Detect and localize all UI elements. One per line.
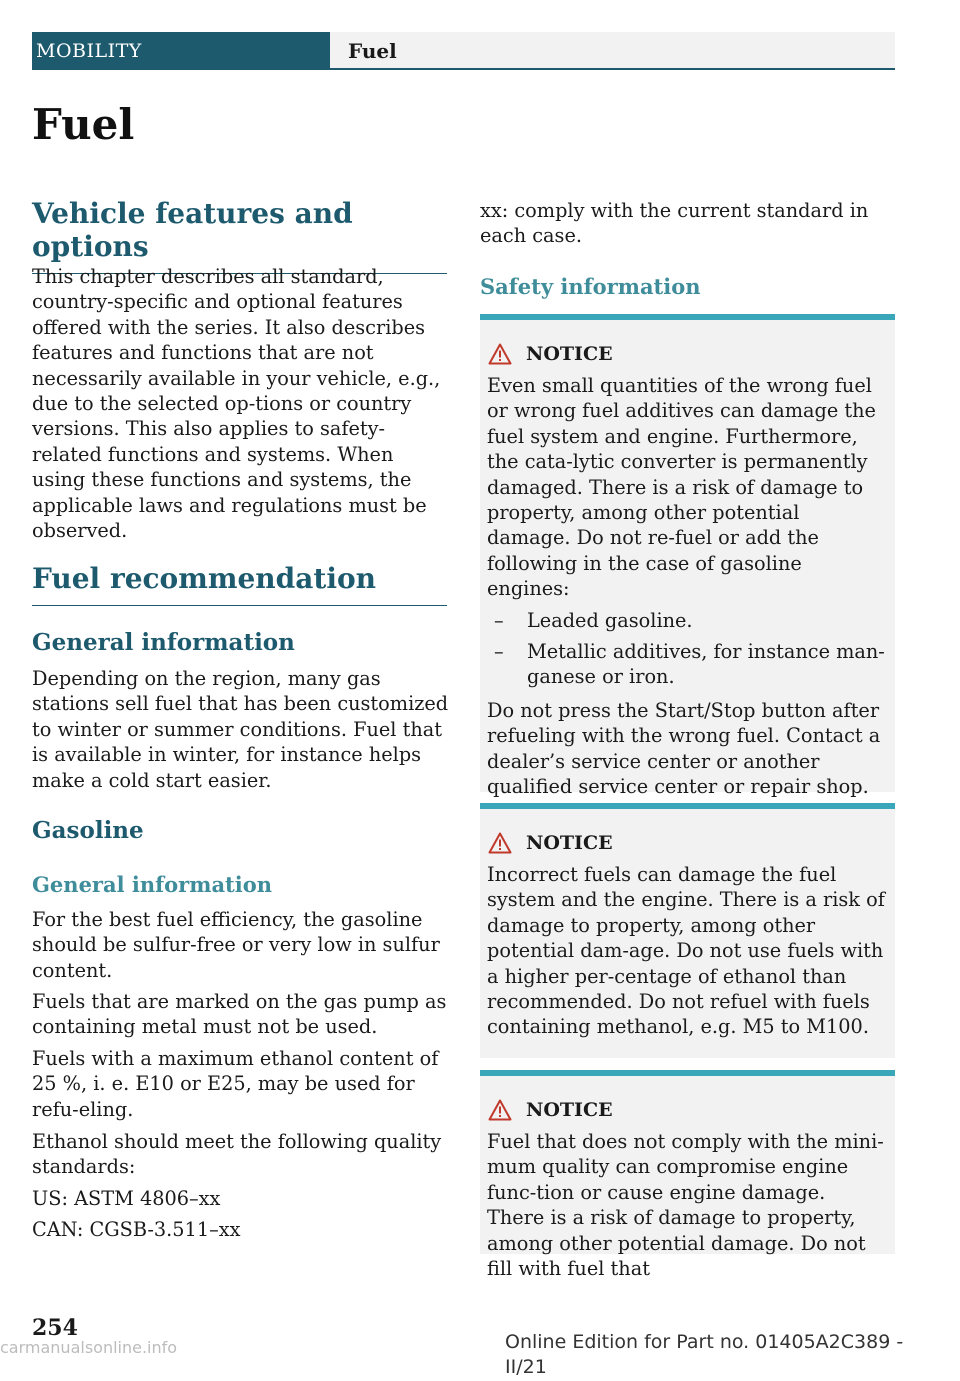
standard-note-text: xx: comply with the current standard in each case. <box>480 199 869 248</box>
notice-title: NOTICE <box>526 1099 613 1121</box>
notice-box <box>480 1070 895 1281</box>
header-topic-label: Fuel <box>330 32 895 70</box>
watermark: carmanualsonline.info <box>0 1338 178 1357</box>
fuel-recommendation-heading: Fuel recommendation <box>32 562 447 606</box>
notice-box <box>480 803 895 1058</box>
list-item: – Leaded gasoline. <box>494 608 693 632</box>
ethanol-standards-text: Ethanol should meet the following quality standards: <box>32 1130 442 1179</box>
header-section-label: MOBILITY <box>32 32 330 70</box>
running-header <box>32 32 895 70</box>
notice-text: Fuel that does not comply with the mini-mum quality can compromise engine func-tion or cause engine damage. There is a risk of damage to property, among other potential damage. Do not fill with fuel that <box>487 1130 884 1281</box>
vehicle-features-text: This chapter describes all standard, country-specific and optional features offered with the series. It also describes features and functions that are not necessarily available in your vehicle, e.g., due to the selected op-tions or country versions. This also applies to safety-related functions and systems. When using these functions and systems, the applicable laws and regulations must be observed. <box>32 265 441 543</box>
notice-text: Even small quantities of the wrong fuel or wrong fuel additives can damage the fuel system and engine. Furthermore, the cata-lytic converter is permanently damaged. There is a risk of damage to property, among other potential damage. Do not re-fuel or add the following in the case of gasoline engines: <box>487 374 876 601</box>
page-title: Fuel <box>32 100 135 149</box>
gasoline-general-information-heading: General information <box>32 872 273 897</box>
list-item-text: Metallic additives, for instance man-ganese or iron. <box>527 640 885 689</box>
list-item: – Metallic additives, for instance man-ganese or iron. <box>494 640 885 689</box>
list-item-text: Leaded gasoline. <box>527 608 693 632</box>
notice-header <box>487 342 888 366</box>
safety-information-heading: Safety information <box>480 274 701 299</box>
notice-title: NOTICE <box>526 343 613 365</box>
gasoline-heading: Gasoline <box>32 817 144 844</box>
warning-triangle-icon <box>488 832 512 854</box>
metal-fuel-text: Fuels that are marked on the gas pump as containing metal must not be used. <box>32 990 447 1039</box>
can-standard-text: CAN: CGSB-3.511–xx <box>32 1218 241 1241</box>
warning-triangle-icon <box>488 343 512 365</box>
notice-list <box>487 608 888 690</box>
notice-header <box>487 1098 888 1122</box>
general-information-heading: General information <box>32 629 295 656</box>
notice-title: NOTICE <box>526 832 613 854</box>
notice-text: Do not press the Start/Stop button after refueling with the wrong fuel. Contact a dealer’s service center or another qualified service center or repair shop. <box>487 698 881 799</box>
ethanol-content-text: Fuels with a maximum ethanol content of 25 %, i. e. E10 or E25, may be used for refu-eling. <box>32 1047 439 1121</box>
us-standard-text: US: ASTM 4806–xx <box>32 1187 221 1210</box>
notice-header <box>487 831 888 855</box>
page-number: 254 <box>32 1315 78 1341</box>
notice-box <box>480 314 895 799</box>
vehicle-features-heading: Vehicle features and options <box>32 197 447 274</box>
edition-footer: Online Edition for Part no. 01405A2C389 - II/21 <box>505 1331 904 1379</box>
notice-text: Incorrect fuels can damage the fuel system and the engine. There is a risk of damage to property, among other potential dam-age. Do not use fuels with a higher per-centage of ethanol than recommended. Do not refuel with fuels containing methanol, e.g. M5 to M100. <box>487 863 885 1039</box>
general-information-text: Depending on the region, many gas stations sell fuel that has been customized to winter or summer conditions. Fuel that is available in winter, for instance helps make a cold start easier. <box>32 667 449 792</box>
warning-triangle-icon <box>488 1099 512 1121</box>
fuel-efficiency-text: For the best fuel efficiency, the gasoline should be sulfur-free or very low in sulfur content. <box>32 908 440 982</box>
